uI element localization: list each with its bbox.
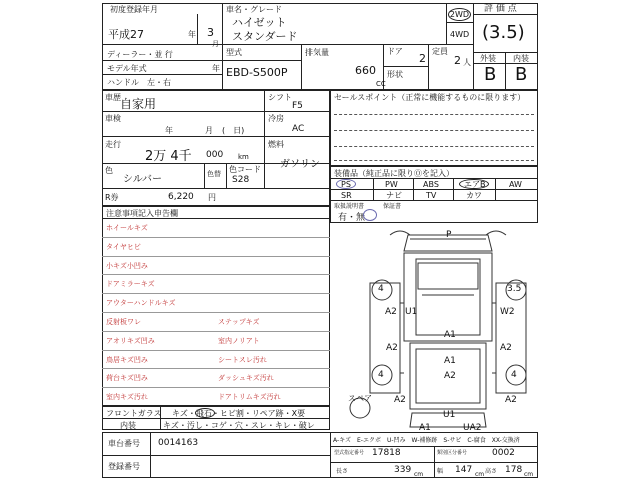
first-reg-label: 初度登録年月 — [110, 5, 158, 14]
color-value: シルバー — [123, 174, 163, 185]
notes-item: ドアミラーキズ — [106, 280, 155, 288]
month-value: 3 — [207, 26, 214, 39]
notes-item: アオリキズ凹み — [106, 337, 155, 345]
equip-airbag: エアB — [464, 180, 486, 189]
drive-4wd: 4WD — [450, 30, 470, 39]
model-year-label: モデル年式 — [107, 64, 147, 73]
mark-a2-left2: A2 — [386, 343, 398, 353]
mileage-000: 000 — [206, 150, 224, 160]
color-code-value: S28 — [232, 175, 250, 185]
mark-a2-right2: A2 — [500, 343, 512, 353]
recycle-label: R券 — [105, 193, 119, 202]
fuel-label: 燃料 — [268, 140, 284, 149]
recycle-value: 6,220 — [168, 192, 194, 202]
inspection-day: ( 日) — [222, 126, 245, 135]
shift-label: シフト — [268, 93, 292, 102]
model-name-label: 車名・グレード — [226, 5, 282, 14]
notes-item-right: ドアトリムキズ汚れ — [218, 393, 281, 401]
equip-abs: ABS — [423, 180, 439, 189]
drive-2wd: 2WD — [449, 10, 470, 19]
cc-unit: CC — [376, 80, 386, 88]
stone-chip-circle — [195, 408, 215, 418]
mark-tire-rr: 4 — [511, 370, 517, 380]
displacement-value: 660 — [355, 64, 376, 77]
length-unit: cm — [414, 471, 424, 478]
year-suffix: 年 — [188, 30, 196, 39]
notes-item-right: ダッシュキズ汚れ — [218, 374, 274, 382]
color-code-label-a: 色替 — [207, 170, 221, 178]
notes-item: 反射板ワレ — [106, 318, 141, 326]
inspection-label: 車検 — [105, 114, 121, 123]
exterior-value: B — [484, 64, 497, 85]
mark-u1-rear: U1 — [443, 410, 456, 420]
handle-label: ハンドル 左・右 — [107, 78, 171, 87]
equip-aw: AW — [509, 180, 522, 189]
notes-item-right: 室内ノリアト — [218, 337, 260, 345]
mark-w2: W2 — [500, 307, 515, 317]
notes-row-line — [102, 331, 330, 332]
manual-label: 取扱説明書 — [334, 203, 365, 210]
notes-row-line — [102, 350, 330, 351]
notes-row-line — [102, 387, 330, 388]
interior-label: 内装 — [513, 54, 529, 63]
notes-row-line — [102, 237, 330, 238]
length-label: 長さ — [336, 468, 349, 475]
mileage-unit: km — [238, 153, 249, 161]
interior-cond-value: キズ・汚し・コゲ・穴・スレ・キレ・破レ — [163, 421, 315, 430]
notes-row-line — [102, 256, 330, 257]
exterior-label: 外装 — [480, 54, 496, 63]
door-value: 2 — [419, 52, 426, 65]
equipment-label: 装備品（純正品に限りⓄを記入） — [334, 169, 454, 178]
mark-ua2-rear: UA2 — [463, 423, 482, 433]
recycle-unit: 円 — [208, 193, 216, 202]
month-suffix: 月 — [212, 40, 219, 48]
interior-cond-label: 内装 — [120, 421, 136, 430]
notes-item: 荷台キズ凹み — [106, 374, 148, 382]
type-value: EBD-S500P — [226, 66, 288, 79]
notes-item: タイヤヒビ — [106, 243, 141, 251]
mark-a1-center: A1 — [444, 330, 456, 340]
fuel-value: ガソリン — [280, 159, 320, 170]
equip-navi: ナビ — [386, 191, 402, 200]
notes-item: 室内キズ汚れ — [106, 393, 148, 401]
capacity-unit: 人 — [463, 58, 471, 67]
spare-label: スペア — [348, 394, 372, 403]
mark-tire-rl: 4 — [378, 370, 384, 380]
interior-value: B — [515, 64, 528, 85]
type-cert-value: 17818 — [372, 448, 401, 458]
class-value: 0002 — [492, 448, 515, 458]
registration-label: 車歴 — [105, 93, 121, 102]
notes-item: ホイールキズ — [106, 224, 148, 232]
equip-leather: カワ — [466, 191, 482, 200]
model-year-unit: 年 — [212, 64, 220, 73]
manual-value: 有・無 — [338, 213, 366, 223]
registration-value: 自家用 — [120, 97, 157, 111]
mark-a2-left: A2 — [385, 307, 397, 317]
mark-a2-rear-right: A2 — [505, 395, 517, 405]
mark-p: P — [446, 230, 452, 240]
mileage-label: 走行 — [105, 140, 121, 149]
mark-a1-bed: A1 — [444, 356, 456, 366]
mark-tire-fl: 4 — [378, 284, 384, 294]
grade: スタンダード — [232, 30, 298, 43]
equip-sr: SR — [341, 191, 352, 200]
reg-no-label: 登録番号 — [108, 462, 140, 471]
dealer-label: ディーラー・並 行 — [107, 50, 173, 59]
ac-label: 冷房 — [268, 114, 284, 123]
mileage-value: 2万 4千 — [145, 149, 192, 164]
notes-item-right: シートスレ汚れ — [218, 356, 267, 364]
color-label: 色 — [105, 166, 113, 175]
width-value: 147 — [455, 465, 473, 475]
car-name: ハイゼット — [232, 16, 287, 29]
mark-tire-fr: 3.5 — [507, 284, 522, 294]
inspection-year: 年 — [165, 126, 173, 135]
height-value: 178 — [505, 465, 523, 475]
type-label: 型式 — [226, 48, 242, 57]
mark-a2-bed: A2 — [444, 371, 456, 381]
shift-value: F5 — [292, 101, 303, 111]
length-value: 339 — [394, 465, 412, 475]
notes-item: 鳥居キズ凹み — [106, 356, 148, 364]
height-unit: cm — [524, 471, 534, 478]
damage-legend: A-キズ E-エクボ U-凹み W-補修跡 S-サビ C-腐食 XX-交換済 — [333, 437, 520, 444]
rating-value: (3.5) — [482, 22, 525, 43]
vehicle-no-value: 0014163 — [158, 438, 199, 448]
mark-a2-rear-left: A2 — [394, 395, 406, 405]
class-label: 類別区分番号 — [437, 450, 468, 456]
capacity-value: 2 — [454, 54, 461, 67]
front-glass-label: フロントガラス — [106, 409, 162, 418]
height-label: 高さ — [485, 468, 498, 475]
notes-row-line — [102, 274, 330, 275]
era-value: 平成27 — [108, 28, 144, 41]
equip-pw: PW — [385, 180, 398, 189]
warranty-label: 保証書 — [383, 203, 402, 210]
color-code-label-b: 色コード — [229, 165, 261, 174]
mark-u1-left: U1 — [405, 307, 418, 317]
equip-tv: TV — [426, 191, 437, 200]
sales-points-label: セールスポイント（正常に機能するものに限ります） — [334, 93, 526, 102]
ac-value: AC — [292, 124, 305, 134]
notes-row-line — [102, 312, 330, 313]
drive-2wd-circle — [448, 8, 471, 21]
notes-item-right: ステップキズ — [218, 318, 260, 326]
inspection-month: 月 — [205, 126, 213, 135]
capacity-label: 定員 — [432, 47, 448, 56]
front-glass-value: キズ・飛石・ヒビ割・リペア跡・X要 — [172, 409, 306, 418]
rating-label: 評 価 点 — [484, 4, 517, 14]
manual-mu-circle — [363, 209, 377, 221]
mark-a1-rear: A1 — [419, 423, 431, 433]
notes-label: 注意事項記入申告欄 — [106, 209, 178, 218]
door-label: ドア — [387, 47, 403, 56]
shape-label: 形状 — [387, 70, 403, 79]
notes-row-line — [102, 293, 330, 294]
notes-item: アウターハンドルキズ — [106, 299, 176, 307]
notes-row-line — [102, 368, 330, 369]
width-label: 幅 — [437, 468, 444, 475]
equip-ps: PS — [341, 180, 351, 189]
width-unit: cm — [475, 471, 485, 478]
type-cert-label: 型式指定番号 — [334, 450, 365, 456]
notes-item: 小キズ小凹み — [106, 262, 148, 270]
vehicle-no-label: 車台番号 — [108, 439, 140, 448]
displacement-label: 排気量 — [305, 48, 329, 57]
